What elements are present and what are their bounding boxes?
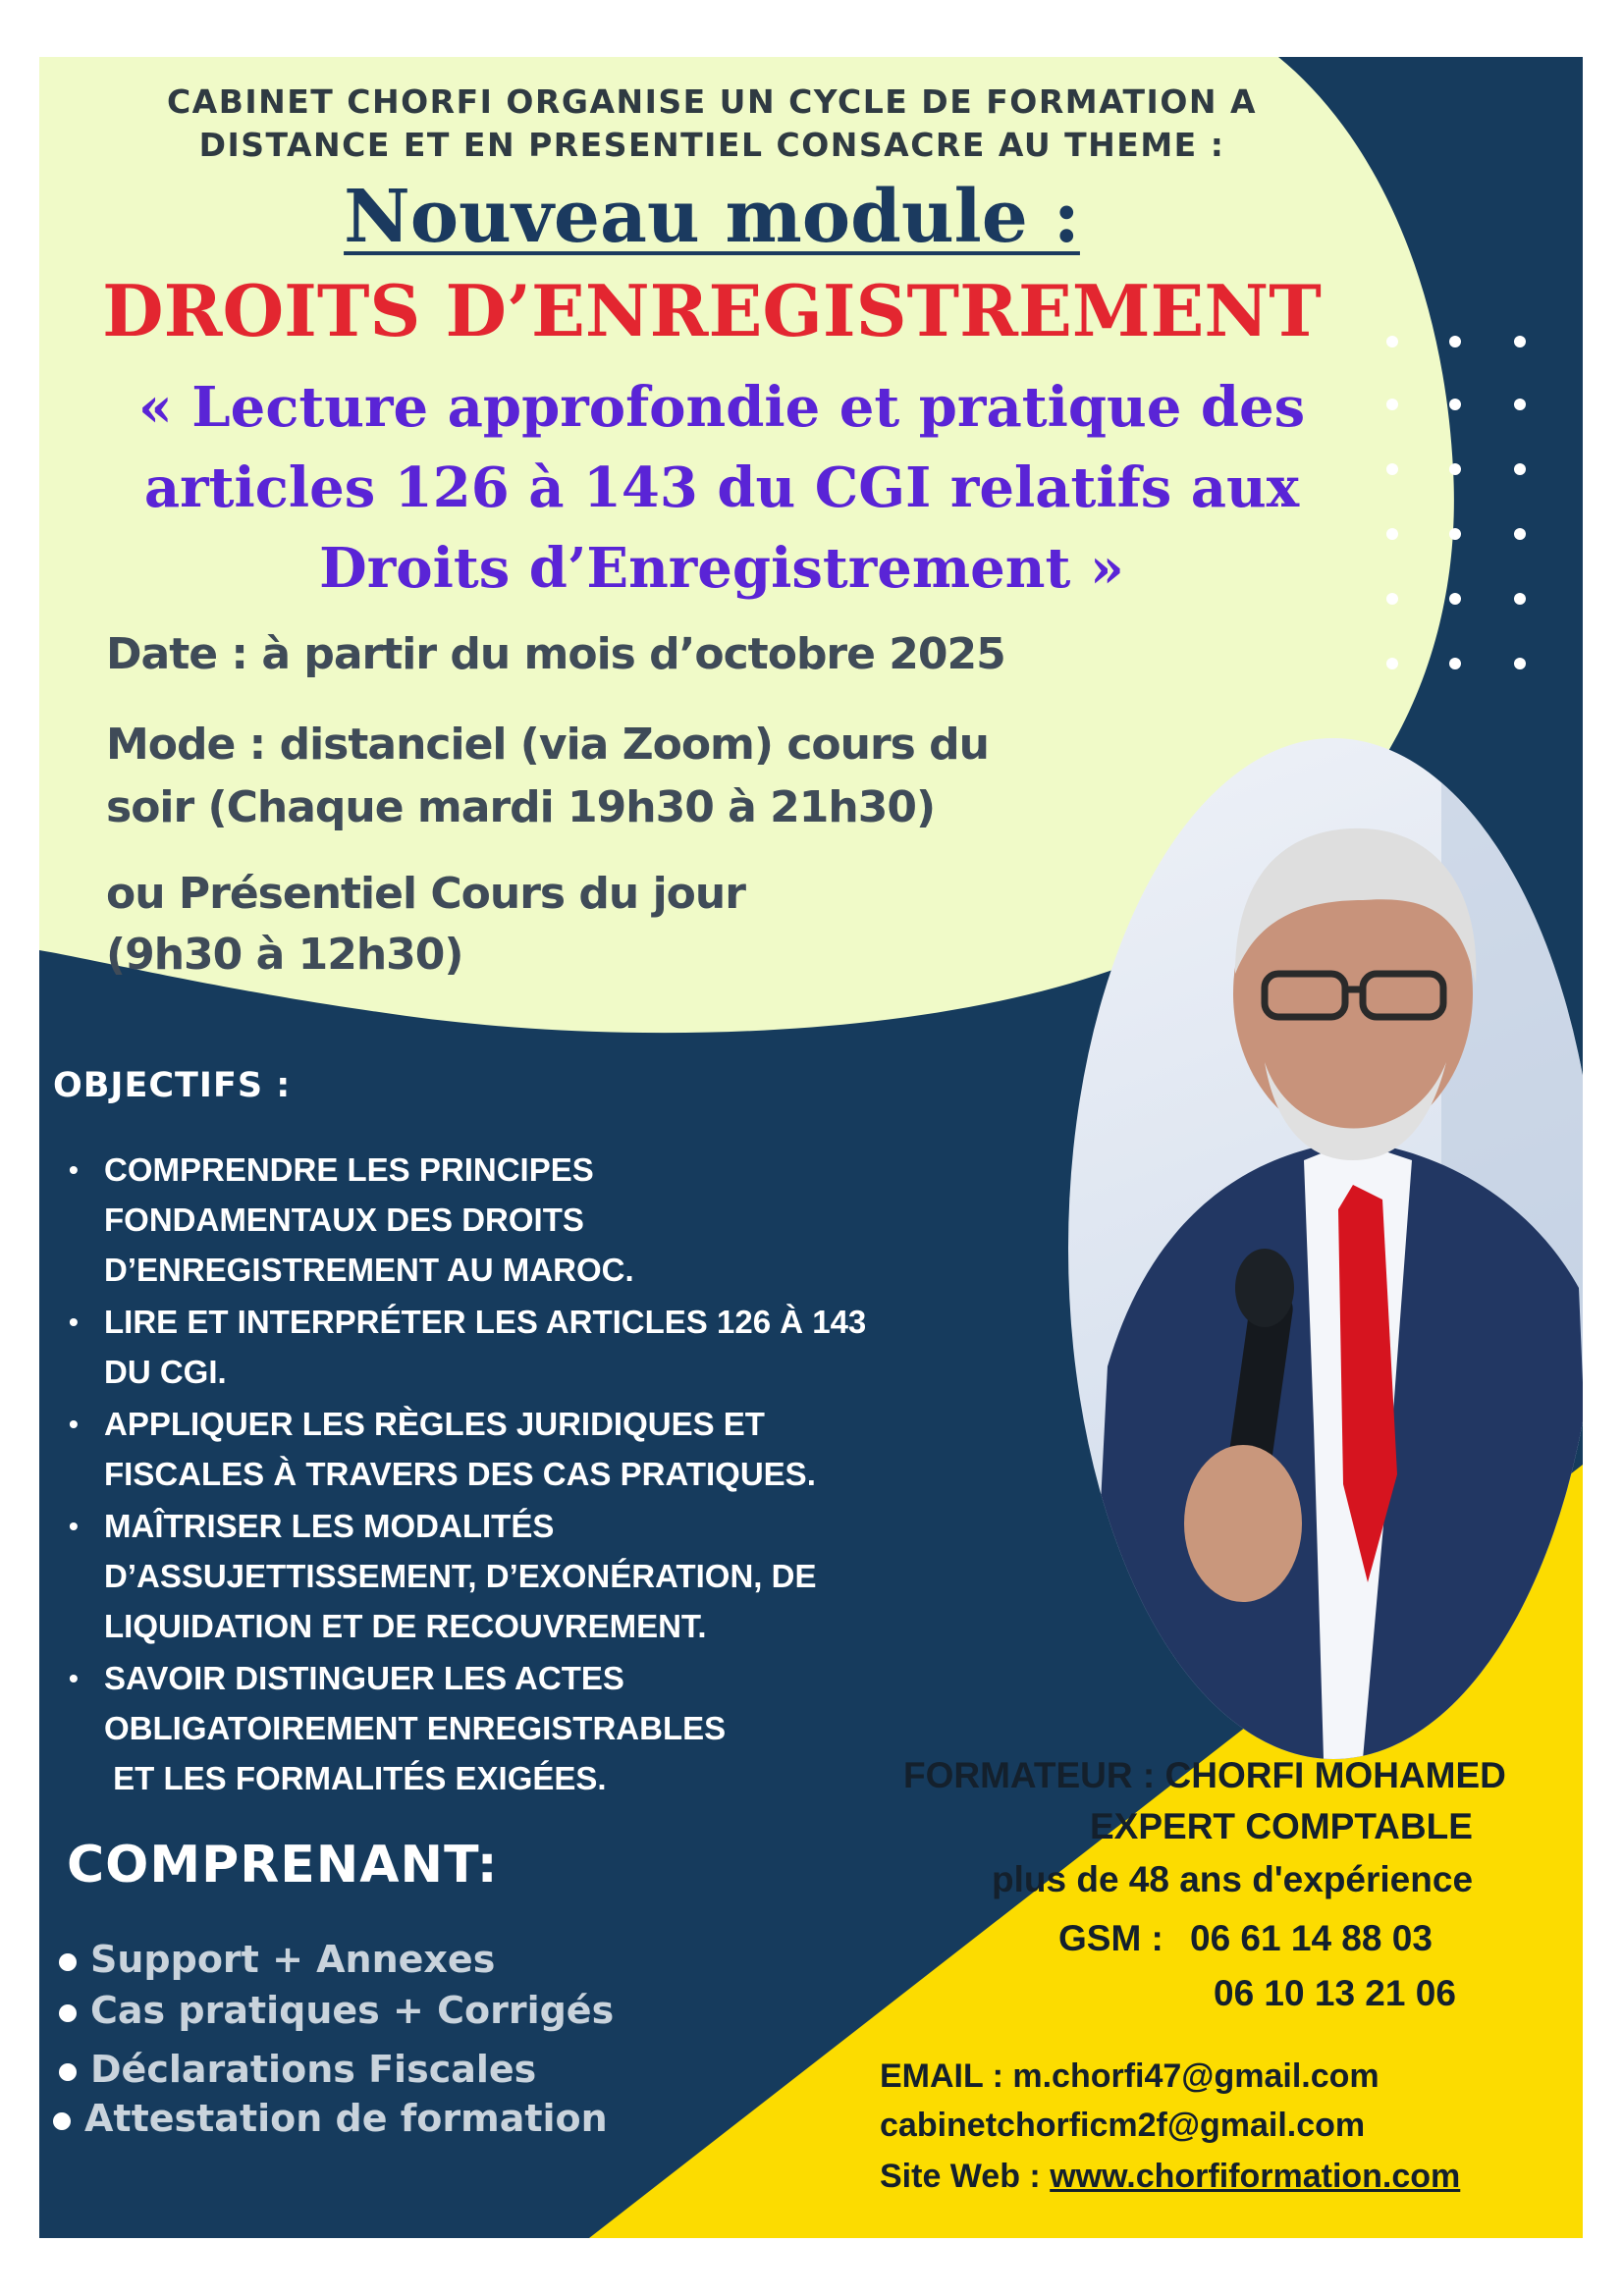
objective-line: COMPRENDRE LES PRINCIPES <box>104 1151 594 1188</box>
intro-line-2: DISTANCE ET EN PRESENTIEL CONSACRE AU THEME : <box>198 126 1225 164</box>
site-label: Site Web : <box>880 2158 1041 2195</box>
email-primary: EMAIL : m.chorfi47@gmail.com <box>880 2057 1380 2095</box>
presentiel-line-2: (9h30 à 12h30) <box>106 930 463 980</box>
trainer-experience: plus de 48 ans d'expérience <box>992 1859 1474 1899</box>
objective-line: APPLIQUER LES RÈGLES JURIDIQUES ET <box>104 1406 765 1442</box>
bullet-icon: • <box>69 1409 79 1439</box>
objective-line: LIRE ET INTERPRÉTER LES ARTICLES 126 À 143 <box>104 1304 867 1340</box>
main-title: DROITS D’ENREGISTREMENT <box>102 269 1322 352</box>
subtitle-line-3: Droits d’Enregistrement » <box>319 536 1124 601</box>
presentiel-line-1: ou Présentiel Cours du jour <box>106 869 745 919</box>
objective-item <box>69 1399 1021 1499</box>
poster <box>39 57 1583 2238</box>
bullet-icon: • <box>69 1511 79 1541</box>
objective-line: FISCALES À TRAVERS DES CAS PRATIQUES. <box>104 1456 816 1492</box>
trainer-portrait-illustration <box>1068 738 1583 1759</box>
comprenant-heading: COMPRENANT: <box>67 1836 499 1895</box>
mode-line-2: soir (Chaque mardi 19h30 à 21h30) <box>106 782 936 832</box>
bullet-icon <box>53 2112 71 2130</box>
module-label: Nouveau module : <box>344 175 1080 259</box>
mode-line-1: Mode : distanciel (via Zoom) cours du <box>106 720 989 770</box>
objective-item <box>69 1501 1021 1651</box>
objective-line: FONDAMENTAUX DES DROITS <box>104 1201 584 1238</box>
subtitle-line-2: articles 126 à 143 du CGI relatifs aux <box>143 455 1300 520</box>
module-title <box>39 175 1384 259</box>
include-item: Déclarations Fiscales <box>59 2048 536 2091</box>
objective-line: SAVOIR DISTINGUER LES ACTES <box>104 1660 624 1696</box>
objective-line: LIQUIDATION ET DE RECOUVREMENT. <box>104 1608 707 1644</box>
website-row <box>880 2158 1460 2196</box>
bullet-icon <box>59 1953 77 1971</box>
bullet-icon: • <box>69 1154 79 1185</box>
objective-item <box>69 1297 1021 1397</box>
objective-line: ET LES FORMALITÉS EXIGÉES. <box>104 1760 607 1796</box>
bullet-icon <box>59 2004 77 2022</box>
trainer-name: FORMATEUR : CHORFI MOHAMED <box>903 1755 1506 1795</box>
objective-item <box>69 1653 1021 1803</box>
subtitle-line-1: « Lecture approfondie et pratique des <box>137 375 1306 440</box>
email-secondary: cabinetchorficm2f@gmail.com <box>880 2107 1366 2144</box>
date-info: Date : à partir du mois d’octobre 2025 <box>106 629 1005 679</box>
intro-line-1: CABINET CHORFI ORGANISE UN CYCLE DE FORMATION A <box>166 82 1258 121</box>
gsm-number-1: 06 61 14 88 03 <box>1190 1918 1433 1958</box>
objective-item <box>69 1145 1021 1295</box>
trainer-title: EXPERT COMPTABLE <box>1090 1806 1473 1846</box>
include-item: Support + Annexes <box>59 1938 495 1981</box>
trainer-photo <box>1068 738 1583 1759</box>
include-item: Cas pratiques + Corrigés <box>59 1989 614 2032</box>
objective-line: D’ASSUJETTISSEMENT, D’EXONÉRATION, DE <box>104 1558 817 1594</box>
bullet-icon <box>59 2063 77 2081</box>
objective-line: D’ENREGISTREMENT AU MAROC. <box>104 1252 634 1288</box>
objective-line: OBLIGATOIREMENT ENREGISTRABLES <box>104 1710 727 1746</box>
gsm-number-2: 06 10 13 21 06 <box>1214 1973 1456 2013</box>
website-link[interactable]: www.chorfiformation.com <box>1050 2158 1461 2195</box>
objectives-heading: OBJECTIFS : <box>53 1066 292 1105</box>
include-item: Attestation de formation <box>53 2097 608 2140</box>
bullet-icon: • <box>69 1663 79 1693</box>
objective-line: DU CGI. <box>104 1354 227 1390</box>
objectives-list <box>69 1145 1021 1805</box>
gsm-label: GSM : <box>1058 1918 1163 1958</box>
bullet-icon: • <box>69 1307 79 1337</box>
objective-line: MAÎTRISER LES MODALITÉS <box>104 1508 555 1544</box>
